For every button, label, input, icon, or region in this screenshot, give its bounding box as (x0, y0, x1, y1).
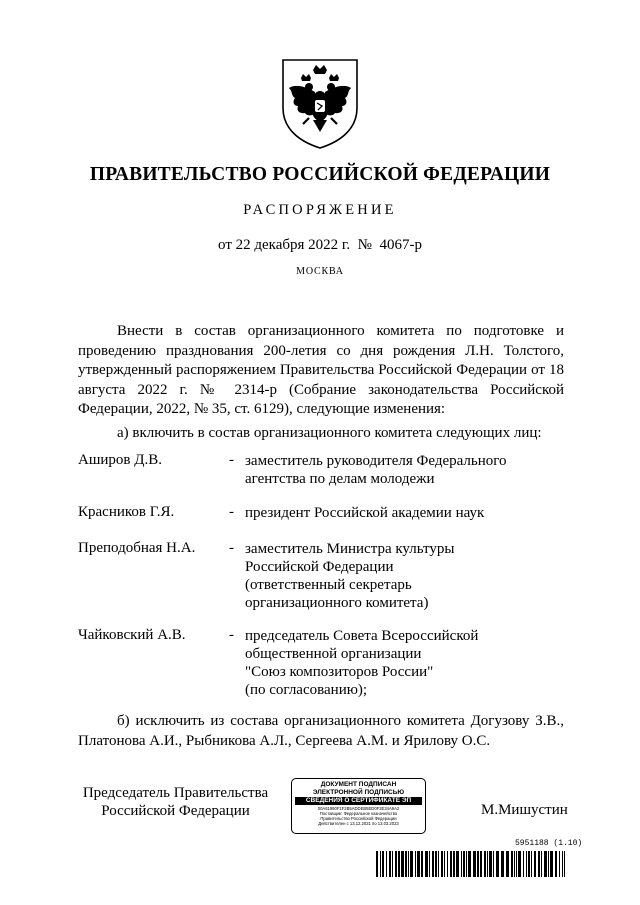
document-type: РАСПОРЯЖЕНИЕ (243, 202, 397, 218)
government-title: ПРАВИТЕЛЬСТВО РОССИЙСКОЙ ФЕДЕРАЦИИ (89, 164, 551, 185)
member-role: президент Российской академии наук (245, 505, 485, 521)
document-date-number: от 22 декабря 2022 г. № 4067-р (218, 237, 422, 253)
member-role: председатель Совета Всероссийской общественной организации "Союз композиторов России" (по согласованию); (245, 628, 479, 698)
member-name: Чайковский А.В. (78, 627, 186, 643)
member-dash: - (229, 504, 234, 520)
member-name: Красников Г.Я. (78, 504, 175, 520)
member-name: Преподобная Н.А. (78, 540, 196, 556)
document-city: МОСКВА (296, 266, 344, 277)
electronic-signature-stamp: ДОКУМЕНТ ПОДПИСАН ЭЛЕКТРОННОЙ ПОДПИСЬЮ СВЕДЕНИЯ О СЕРТИФИКАТЕ ЭП 00A61990F1F2B5ADDEB5ED0F2E34A9A2 Поставщик: Федеральное казначейство Правительство Российской Федерации Действителен с 13.12.2021 по 13.03.2023 (291, 778, 426, 834)
barcode-number: 5951188 (1.10) (515, 839, 583, 848)
coat-of-arms-emblem (279, 56, 361, 150)
item-a-paragraph: а) включить в состав организационного комитета следующих лиц: (117, 425, 542, 441)
member-dash: - (229, 627, 234, 643)
member-dash: - (229, 452, 234, 468)
member-role: заместитель руководителя Федерального агентства по делам молодежи (245, 453, 507, 487)
barcode (376, 851, 567, 877)
signer-title: Председатель Правительства Российской Федерации (82, 785, 269, 819)
signer-name: М.Мишустин (481, 802, 568, 818)
member-name: Аширов Д.В. (78, 452, 162, 468)
intro-paragraph: Внести в состав организационного комитета по подготовке и проведению празднования 200-летия со дня рождения Л.Н. Толстого, утвержденный распоряжением Правительства Российской Федерации от 18 августа 2022 г. № 2314-р (Собрание законодательства Российской Федерации, 2022, № 35, ст. 6129), следующие изменения: (78, 323, 564, 417)
item-b-paragraph: б) исключить из состава организационного комитета Догузову З.В., Платонова А.И., Рыбникова А.Л., Сергеева А.М. и Ярилову О.С. (78, 713, 564, 749)
member-dash: - (229, 540, 234, 556)
member-role: заместитель Министра культуры Российской Федерации (ответственный секретарь организационного комитета) (245, 541, 455, 611)
